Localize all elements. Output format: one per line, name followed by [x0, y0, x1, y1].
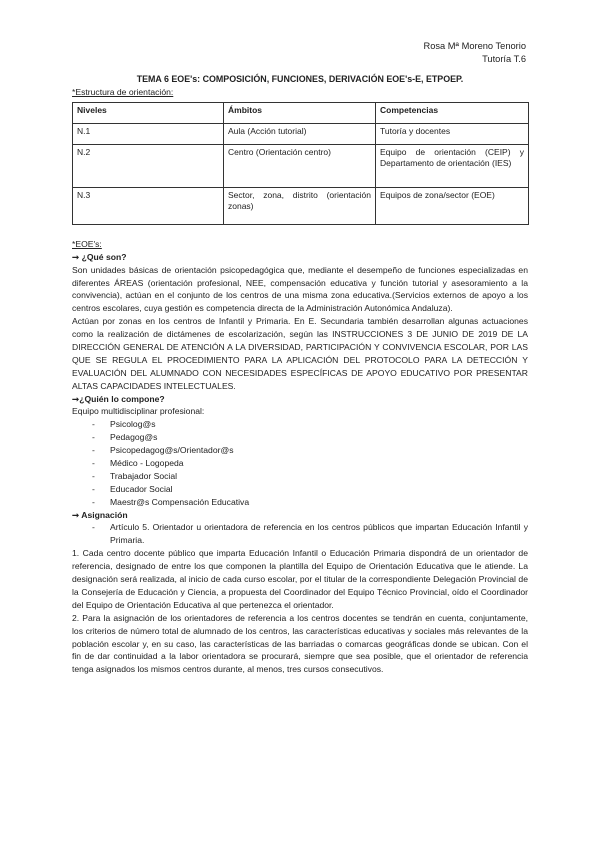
- table-cell: Tutoría y docentes: [376, 123, 529, 144]
- table-cell: Equipos de zona/sector (EOE): [376, 187, 529, 224]
- paragraph-definition: Son unidades básicas de orientación psicopedagógica que, mediante el desempeño de funciones especializadas en diferentes ÁREAS (orientación profesional, NEE, compensación educativa y función tutorial y asesoramiento a la convivencia), actúan en el conjunto de los centros de una misma zona educativa.(Servicios externos de apoyo a los centros escolares, cuya gestión es competencia directa de la Administración Autonómica Andaluza).: [72, 264, 528, 314]
- team-list: [72, 418, 528, 508]
- table-row: [73, 187, 529, 224]
- table-row: [73, 144, 529, 187]
- unit-label: Tutoría T.6: [482, 54, 526, 65]
- list-item: - Maestr@s Compensación Educativa: [92, 496, 528, 509]
- table-cell: N.3: [73, 187, 224, 224]
- question-what: ➞ ¿Qué son?: [72, 251, 127, 262]
- table-cell: Sector, zona, distrito (orientación zonas): [224, 187, 376, 224]
- list-item: - Médico - Logopeda: [92, 457, 528, 470]
- table-cell: Aula (Acción tutorial): [224, 123, 376, 144]
- table-cell: N.1: [73, 123, 224, 144]
- team-intro: Equipo multidisciplinar profesional:: [72, 406, 205, 417]
- table-cell: N.2: [73, 144, 224, 187]
- article-list: [72, 521, 528, 547]
- paragraph-zones: Actúan por zonas en los centros de Infantil y Primaria. En E. Secundaria también desarrollan algunas actuaciones como la realización de dictámenes de escolarización, según las INSTRUCCIONES 3 DE JUNIO DE 2019 DE LA DIRECCIÓN GENERAL DE ATENCIÓN A LA DIVERSIDAD, PARTICIPACIÓN Y CONVIVENCIA ESCOLAR, POR LAS QUE SE REGULA EL PROCEDIMIENTO PARA LA APLICACIÓN DEL PROTOCOLO PARA LA DETECCIÓN Y EVALUACIÓN DEL ALUMNADO CON NECESIDADES ESPECÍFICAS DE APOYO EDUCATIVO POR PRESENTAR ALTAS CAPACIDADES INTELECTUALES.: [72, 316, 528, 391]
- table-cell: Equipo de orientación (CEIP) y Departamento de orientación (IES): [376, 144, 529, 187]
- list-item: - Psicolog@s: [92, 418, 528, 431]
- list-item: - Educador Social: [92, 483, 528, 496]
- list-item: - Trabajador Social: [92, 470, 528, 483]
- question-who: ➞¿Quién lo compone?: [72, 393, 165, 404]
- document-body: [72, 86, 528, 676]
- document-title: TEMA 6 EOE's: COMPOSICIÓN, FUNCIONES, DERIVACIÓN EOE's-E, ETPOEP.: [136, 74, 464, 84]
- table-header-cell: Niveles: [73, 102, 224, 123]
- question-assignment: ➞ Asignación: [72, 509, 128, 520]
- table-header-cell: Ámbitos: [224, 102, 376, 123]
- article-item: - Artículo 5. Orientador u orientadora de referencia en los centros públicos que impartan Educación Infantil y Primaria.: [92, 521, 528, 547]
- table-cell: Centro (Orientación centro): [224, 144, 376, 187]
- list-item: - Pedagog@s: [92, 431, 528, 444]
- page-header: [424, 40, 526, 67]
- eoe-heading: *EOE's:: [72, 238, 102, 249]
- paragraph-point-1: 1. Cada centro docente público que imparta Educación Infantil o Educación Primaria dispondrá de un orientador de referencia, designado de entre los que componen la plantilla del Equipo de Orientación Educativa que le atiende. La designación será realizada, al inicio de cada curso escolar, por el titular de la correspondiente Delegación Provincial de la Consejería de Educación y Ciencia, a propuesta del Coordinador del Equipo Técnico Provincial, oído el Coordinador del Equipo de Orientación Educativa al que pertenezca el orientador.: [72, 548, 528, 610]
- structure-heading: *Estructura de orientación:: [72, 87, 174, 97]
- author-name: Rosa Mª Moreno Tenorio: [423, 41, 526, 51]
- list-item: - Psicopedagog@s/Orientador@s: [92, 444, 528, 457]
- paragraph-point-2: 2. Para la asignación de los orientadores de referencia a los centros docentes se tendrán en cuenta, conjuntamente, los criterios de número total de alumnado de los centros, las características educativas y sociales más relevantes de la población escolar y, en su caso, las características de las barriadas o comarcas geográficas donde se ubican. Con el fin de dar continuidad a la labor orientadora se procurará, siempre que sea posible, que el orientador de referencia tenga asignados los mismos centros durante, al menos, tres cursos consecutivos.: [72, 612, 528, 675]
- levels-table: [72, 102, 529, 225]
- table-header-row: [73, 102, 529, 123]
- table-header-cell: Competencias: [376, 102, 529, 123]
- table-row: [73, 123, 529, 144]
